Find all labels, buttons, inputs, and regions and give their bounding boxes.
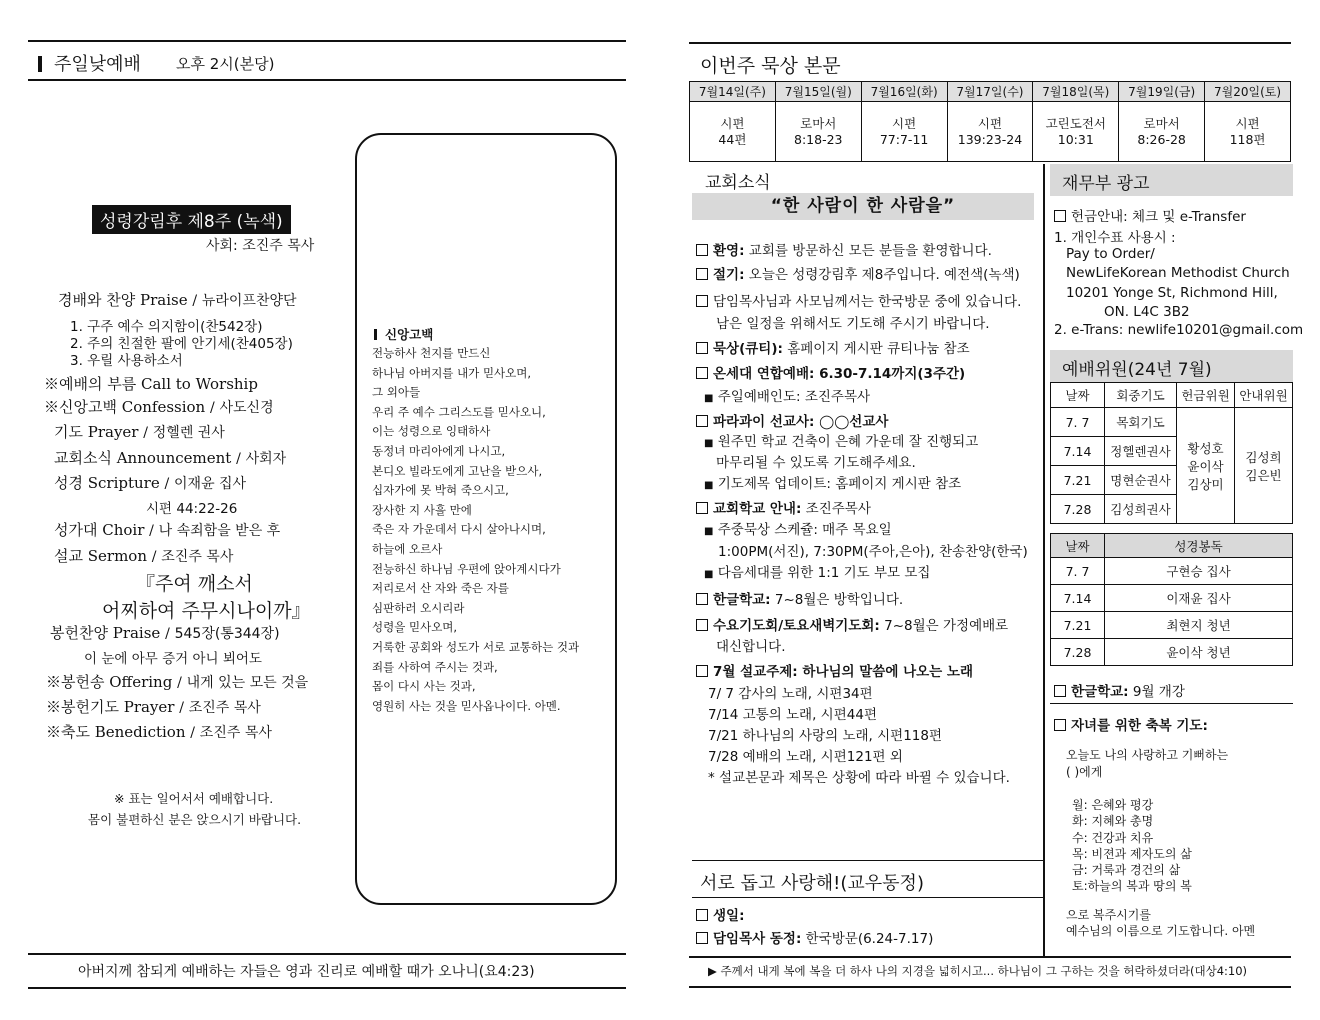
mutual-rule-top (692, 860, 1043, 861)
daily-reading-table (689, 81, 1291, 162)
creed-line: 하늘에 오르사 (372, 542, 443, 556)
read-date: 7.21 (1051, 612, 1105, 639)
kids-day-fri: 금: 거룩과 경건의 삶 (1072, 863, 1181, 877)
reading-day: 7월20일(토) (1205, 82, 1291, 102)
news-pastor-2: 남은 일정을 위해서도 기도해 주시기 바랍니다. (716, 316, 990, 332)
scripture-reader-table (1050, 533, 1293, 666)
duty-prayer: 김성희권사 (1105, 495, 1177, 524)
kids-day-wed: 수: 건강과 치유 (1072, 831, 1154, 845)
reading-day: 7월19일(금) (1119, 82, 1205, 102)
sermon-schedule-3: 7/21 하나님의 사랑의 노래, 시편118편 (708, 728, 943, 744)
table-row (1051, 408, 1293, 437)
table-header: 안내위원 (1235, 383, 1293, 408)
order-praise: 경배와 찬양 Praise / 뉴라이프찬양단 (58, 291, 297, 309)
kids-end-1: 으로 복주시기를 (1066, 908, 1151, 922)
order-announcement: 교회소식 Announcement / 사회자 (54, 449, 287, 467)
kids-line-1: 오늘도 나의 사랑하고 기뻐하는 (1066, 748, 1229, 762)
usher-team: 김성희 김은빈 (1235, 408, 1293, 524)
order-scripture: 성경 Scripture / 이재윤 집사 (54, 474, 247, 492)
reading-ref: 로마서 8:18-23 (775, 102, 861, 162)
mutual-pastor-news: 담임목사 동정: 한국방문(6.24-7.17) (696, 927, 933, 947)
news-missionary: 파라과이 선교사: ◯◯선교사 (696, 410, 888, 430)
table-row (1051, 585, 1293, 612)
service-header (38, 50, 141, 76)
sermon-note: * 설교본문과 제목은 상황에 따라 바뀔 수 있습니다. (708, 770, 1010, 786)
sermon-schedule-2: 7/14 고통의 노래, 시편44편 (708, 707, 877, 723)
finance-line5: 10201 Yonge St, Richmond Hill, (1066, 285, 1278, 301)
footer-rule-bottom-left (28, 987, 626, 989)
creed-line: 심판하러 오시리라 (372, 600, 465, 615)
finance-line2: 1. 개인수표 사용시 : (1054, 230, 1176, 246)
checkbox-icon (696, 932, 708, 944)
order-offering-prayer: ※봉헌기도 Prayer / 조진주 목사 (46, 698, 261, 716)
korean-school-opening: 한글학교: 9월 개강 (1054, 680, 1185, 700)
checkbox-icon (1054, 719, 1066, 731)
order-offering: ※봉헌송 Offering / 내게 있는 모든 것을 (46, 673, 309, 691)
creed-line: 우리 주 예수 그리스도를 믿사오니, (372, 404, 546, 419)
reading-day: 7월17일(수) (947, 82, 1033, 102)
hymn-1: 1. 구주 예수 의지함이(찬542장) (70, 319, 263, 335)
creed-line: 그 외아들 (372, 385, 421, 400)
duty-date: 7.14 (1051, 437, 1105, 466)
duty-table (1050, 382, 1293, 524)
top-rule-right (689, 42, 1291, 44)
reading-ref: 로마서 8:26-28 (1119, 102, 1205, 162)
news-korean-school: 한글학교: 7~8월은 방학입니다. (696, 588, 903, 608)
order-benediction: ※축도 Benediction / 조진주 목사 (46, 723, 272, 741)
checkbox-icon (696, 665, 708, 677)
table-row (1051, 383, 1293, 408)
reading-days-row (690, 82, 1291, 102)
mutual-title: 서로 돕고 사랑해!(교우동정) (700, 873, 924, 894)
news-title: 교회소식 (705, 173, 771, 193)
creed-box (355, 133, 617, 905)
duty-date: 7. 7 (1051, 408, 1105, 437)
creed-line: 전능하사 천지를 만드신 (372, 346, 491, 360)
header-bar (38, 56, 42, 72)
news-sermon-theme: 7월 설교주제: 하나님의 말씀에 나오는 노래 (696, 660, 973, 680)
creed-line: 십자가에 못 박혀 죽으시고, (372, 483, 509, 498)
creed-line: 죄를 사하여 주시는 것과, (372, 659, 498, 674)
table-header: 헌금위원 (1177, 383, 1235, 408)
duty-title: 예배위원(24년 7월) (1050, 350, 1293, 382)
order-sermon: 설교 Sermon / 조진주 목사 (54, 547, 234, 565)
news-season: 절기: 오늘은 성령강림후 제8주입니다. 예전색(녹색) (696, 263, 1020, 283)
reading-ref: 시편 118편 (1205, 102, 1291, 162)
news-all-generation-sub: ■ 주일예배인도: 조진주목사 (704, 389, 871, 405)
order-confession: ※신앙고백 Confession / 사도신경 (44, 398, 274, 416)
seated-note: 몸이 불편하신 분은 앉으시기 바랍니다. (88, 812, 302, 827)
creed-line: 본디오 빌라도에게 고난을 받으사, (372, 463, 543, 478)
table-row (1051, 612, 1293, 639)
hymn-2: 2. 주의 친절한 팔에 안기세(찬405장) (70, 336, 293, 352)
service-time: 오후 2시(본당) (176, 55, 275, 73)
kids-day-thu: 목: 비젼과 제자도의 삶 (1072, 847, 1192, 861)
kids-day-mon: 월: 은혜와 평강 (1072, 798, 1154, 812)
scripture-ref: 시편 44:22-26 (146, 501, 238, 517)
sermon-schedule-1: 7/ 7 감사의 노래, 시편34편 (708, 686, 873, 702)
kids-prayer-title: 자녀를 위한 축복 기도: (1054, 714, 1208, 734)
finance-line1: 헌금안내: 체크 및 e-Transfer (1054, 205, 1246, 225)
reading-day: 7월15일(월) (775, 82, 861, 102)
table-row (1051, 639, 1293, 666)
reading-ref: 고린도전서 10:31 (1033, 102, 1119, 162)
service-leader: 사회: 조진주 목사 (206, 238, 315, 254)
table-header: 날짜 (1051, 383, 1105, 408)
table-header: 날짜 (1051, 534, 1105, 558)
standing-note: ※ 표는 일어서서 예배합니다. (114, 791, 274, 806)
checkbox-icon (696, 295, 708, 307)
creed-bar (374, 329, 377, 340)
reader: 구현승 집사 (1105, 558, 1293, 585)
table-header: 회중기도 (1105, 383, 1177, 408)
offering-hymn-line: 이 눈에 아무 증거 아니 뵈어도 (84, 651, 262, 667)
checkbox-icon (1054, 210, 1066, 222)
checkbox-icon (696, 342, 708, 354)
duty-prayer: 목회기도 (1105, 408, 1177, 437)
news-prayer-meeting: 수요기도회/토요새벽기도회: 7~8월은 가정예배로 (696, 614, 1008, 634)
hymn-3: 3. 우릴 사용하소서 (70, 353, 183, 369)
column-divider (1043, 164, 1045, 956)
order-prayer: 기도 Prayer / 정헬렌 권사 (54, 423, 225, 441)
reading-ref: 시편 44편 (690, 102, 776, 162)
top-rule-left (28, 40, 626, 42)
creed-line: 거룩한 공회와 성도가 서로 교통하는 것과 (372, 640, 580, 654)
reader: 윤이삭 청년 (1105, 639, 1293, 666)
creed-line: 하나님 아버지를 내가 믿사오며, (372, 365, 532, 380)
finance-line4: NewLifeKorean Methodist Church (1066, 265, 1290, 281)
finance-line6: ON. L4C 3B2 (1104, 304, 1190, 320)
reading-ref: 시편 139:23-24 (947, 102, 1033, 162)
order-call: ※예배의 부름 Call to Worship (44, 375, 258, 393)
creed-line: 성령을 믿사오며, (372, 620, 458, 635)
reading-day: 7월14일(주) (690, 82, 776, 102)
kids-day-tue: 화: 지혜와 총명 (1072, 814, 1154, 828)
checkbox-icon (1054, 685, 1066, 697)
mutual-rule-bottom (692, 897, 1043, 898)
news-missionary-sub2: 마무리될 수 있도록 기도해주세요. (716, 455, 916, 471)
finance-line7: 2. e-Trans: newlife10201@gmail.com (1054, 322, 1304, 338)
left-footer-verse: 아버지께 참되게 예배하는 자들은 영과 진리로 예배할 때가 오나니(요4:23) (78, 964, 535, 980)
reading-refs-row (690, 102, 1291, 162)
footer-rule-top-left (28, 953, 626, 955)
kids-rule (1050, 703, 1293, 704)
checkbox-icon (696, 593, 708, 605)
creed-line: 전능하신 하나님 우편에 앉아계시다가 (372, 561, 561, 576)
checkbox-icon (696, 909, 708, 921)
creed-heading: 신앙고백 (374, 325, 433, 343)
creed-line: 장사한 지 사흘 만에 (372, 502, 472, 517)
checkbox-icon (696, 268, 708, 280)
reader: 이재윤 집사 (1105, 585, 1293, 612)
news-welcome: 환영: 교회를 방문하신 모든 분들을 환영합니다. (696, 239, 992, 259)
offering-team: 황성호 윤이삭 김상미 (1177, 408, 1235, 524)
duty-prayer: 정헬렌권사 (1105, 437, 1177, 466)
table-header: 성경봉독 (1105, 534, 1293, 558)
checkbox-icon (696, 367, 708, 379)
checkbox-icon (696, 502, 708, 514)
finance-title: 재무부 광고 (1050, 164, 1293, 196)
creed-line: 영원히 사는 것을 믿사옵나이다. 아멘. (372, 698, 561, 713)
checkbox-icon (696, 415, 708, 427)
read-date: 7. 7 (1051, 558, 1105, 585)
table-row (1051, 534, 1293, 558)
reading-day: 7월16일(화) (861, 82, 947, 102)
checkbox-icon (696, 619, 708, 631)
order-offering-praise: 봉헌찬양 Praise / 545장(통344장) (50, 624, 280, 642)
news-missionary-sub3: ■ 기도제목 업데이트: 홈페이지 게시판 참조 (704, 476, 962, 492)
kids-day-sat: 토:하늘의 복과 땅의 복 (1072, 879, 1192, 893)
reading-day: 7월18일(목) (1033, 82, 1119, 102)
news-church-school: 교회학교 안내: 조진주목사 (696, 497, 871, 517)
sermon-title-line2: 어찌하여 주무시나이까』 (102, 600, 311, 622)
order-choir: 성가대 Choir / 나 속죄함을 받은 후 (54, 521, 281, 539)
news-church-school-sub3: ■ 다음세대를 위한 1:1 기도 부모 모집 (704, 565, 931, 581)
checkbox-icon (696, 244, 708, 256)
creed-line: 죽은 자 가운데서 다시 살아나시며, (372, 522, 546, 537)
reader: 최현지 청년 (1105, 612, 1293, 639)
table-row (1051, 558, 1293, 585)
news-qt: 묵상(큐티): 홈페이지 게시판 큐티나눔 참조 (696, 337, 970, 357)
header-rule-left (28, 79, 626, 81)
kids-end-2: 예수님의 이름으로 기도합니다. 아멘 (1066, 924, 1256, 938)
footer-rule-top-right (689, 956, 1291, 958)
kids-line-2: ( )에게 (1066, 765, 1103, 779)
news-banner: “한 사람이 한 사람을” (692, 193, 1034, 220)
duty-date: 7.21 (1051, 466, 1105, 495)
news-church-school-sub1: ■ 주중묵상 스케쥴: 매주 목요일 (704, 522, 892, 538)
right-footer-verse: ▶ 주께서 내게 복에 복을 더 하사 나의 지경을 넓히시고... 하나님이 그 구하는 것을 허락하셨더라(대상4:10) (708, 964, 1248, 978)
creed-line: 몸이 다시 사는 것과, (372, 679, 476, 694)
creed-line: 동정녀 마리아에게 나시고, (372, 444, 506, 458)
news-missionary-sub1: ■ 원주민 학교 건축이 은혜 가운데 잘 진행되고 (704, 434, 979, 450)
meditation-header: 이번주 묵상 본문 (700, 55, 841, 77)
reading-ref: 시편 77:7-11 (861, 102, 947, 162)
news-prayer-meeting-2: 대신합니다. (716, 639, 786, 655)
news-pastor: 담임목사님과 사모님께서는 한국방문 중에 있습니다. (696, 290, 1021, 310)
read-date: 7.28 (1051, 639, 1105, 666)
sermon-title-line1: 『주여 깨소서 (136, 573, 253, 595)
service-header-title: 주일낮예배 (54, 54, 141, 75)
news-all-generation: 온세대 연합예배: 6.30-7.14까지(3주간) (696, 362, 965, 382)
read-date: 7.14 (1051, 585, 1105, 612)
creed-line: 저리로서 산 자와 죽은 자를 (372, 581, 509, 596)
mutual-birthday: 생일: (696, 904, 744, 924)
finance-line3: Pay to Order/ (1066, 246, 1155, 262)
service-title: 성령강림후 제8주 (녹색) (92, 205, 291, 234)
news-church-school-sub2: 1:00PM(서진), 7:30PM(주아,은아), 찬송찬양(한국) (718, 544, 1028, 560)
creed-line: 이는 성령으로 잉태하사 (372, 424, 491, 439)
footer-rule-bottom-right (689, 986, 1291, 988)
duty-prayer: 명현순권사 (1105, 466, 1177, 495)
sermon-schedule-4: 7/28 예배의 노래, 시편121편 외 (708, 749, 903, 765)
duty-date: 7.28 (1051, 495, 1105, 524)
